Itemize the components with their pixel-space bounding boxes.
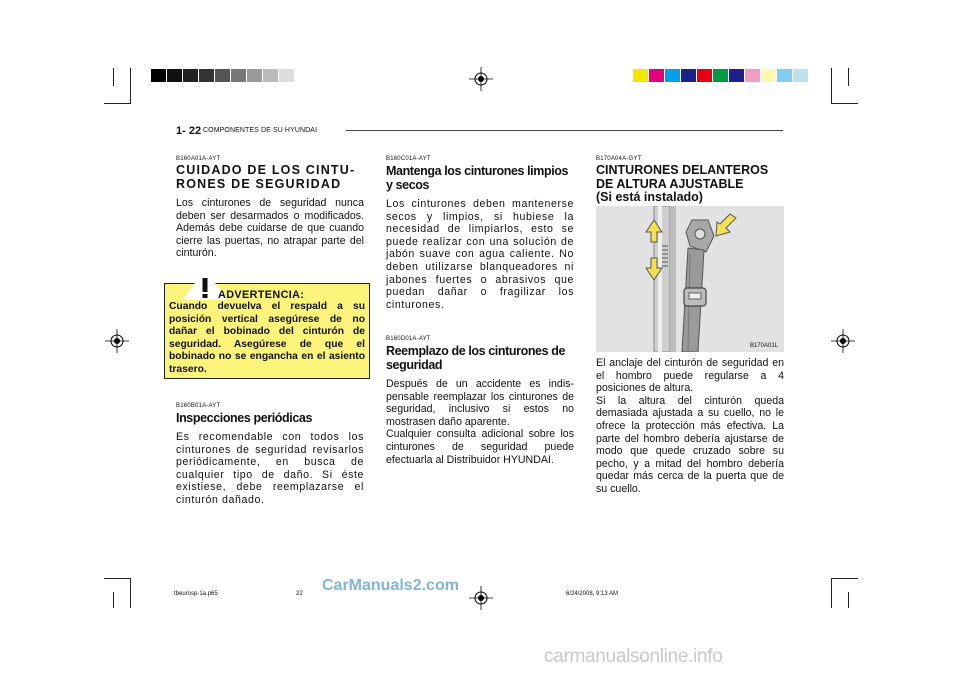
section-code: B160A01A-AYT	[176, 156, 221, 162]
carmanualsonline-watermark: carmanualsonline.info	[544, 646, 723, 667]
column-1-lower	[176, 403, 364, 507]
section-body-continued: Cualquier consulta adicional sobre los cinturones de seguridad puede efectuarla al Distribuidor HYUNDAI.	[386, 428, 574, 466]
footer-filename: tbeurosp-1a.p65	[174, 591, 218, 597]
section-code: B160C01A-AYT	[386, 156, 431, 162]
registration-mark-icon	[105, 329, 129, 353]
header-rule	[346, 130, 783, 131]
footer-date: 6/24/2008, 9:13 AM	[566, 591, 619, 597]
column-2-lower	[386, 336, 574, 466]
section-heading: CUIDADO DE LOS CINTU- RONES DE SEGURIDAD	[176, 163, 356, 191]
grayscale-calibration-bar	[151, 69, 295, 82]
carmanuals-watermark: CarManuals2.com	[322, 577, 459, 594]
color-calibration-bar	[633, 69, 809, 82]
section-body-continued: Si la altura del cinturón queda demasiada ajustada a su cuello, no le ofrece la protección más efectiva. La parte del hombro debería ajustarse de modo que quede cruzado sobre su pecho, y a mitad del hombro debería quedar más cerca de la puerta que de su cuello.	[596, 394, 784, 495]
figure-label: B170A01L	[749, 343, 778, 349]
section-heading: CINTURONES DELANTEROS DE ALTURA AJUSTABLE (Si está instalado)	[596, 163, 769, 204]
section-heading: Mantenga los cinturones limpios y secos	[386, 164, 569, 192]
section-code: B170A04A-GYT	[596, 156, 642, 162]
registration-mark-icon	[469, 67, 493, 91]
section-body: Los cinturones deben mantenerse secos y limpios, si hubiese la necesidad de limpiarlos, esto se puede realizar con una solución de jabón suave con agua caliente. No deben utilizarse blanqueadores ni jabones fuertes o abrasivos que puedan dañar o fragilizar los cinturones.	[386, 198, 574, 311]
seatbelt-anchor-illustration	[596, 206, 784, 352]
warning-text: Cuando devuelva el respald a su posición vertical asegúrese de no dañar el bobinado del cinturón de seguridad. Asegúrese de que el bobinado no se engancha en el asiento trasero.	[169, 301, 365, 375]
registration-mark-icon	[469, 586, 493, 610]
column-2	[386, 156, 574, 311]
registration-mark-icon	[831, 329, 855, 353]
column-3-body	[596, 357, 784, 496]
page-number: 1- 22	[176, 125, 202, 137]
section-body: Después de un accidente es indis- pensable reemplazar los cinturones de seguridad, inclusivo si estos no mostrasen daño aparente.	[386, 378, 574, 428]
footer-page: 22	[296, 591, 303, 597]
section-body: Es recomendable con todos los cinturones de seguridad revisarlos periódicamente, en busca de cualquier tipo de daño. Si éste existiese, debe reemplazarse el cinturón dañado.	[176, 431, 364, 506]
section-title: COMPONENTES DE SU HYUNDAI	[203, 127, 318, 134]
seatbelt-height-figure	[596, 206, 784, 352]
warning-title: ADVERTENCIA:	[218, 289, 305, 301]
section-heading: Inspecciones periódicas	[176, 411, 312, 425]
section-code: B160B01A-AYT	[176, 403, 221, 409]
section-body: Los cinturones de seguridad nunca deben ser desarmados o modificados. Además debe cuidarse de que cuando cierre las puertas, no atrapar parte del cinturón.	[176, 197, 364, 260]
warning-box	[164, 283, 370, 379]
section-body: El anclaje del cinturón de seguridad en el hombro puede regularse a 4 posiciones de altura.	[596, 357, 784, 395]
section-code: B160D01A-AYT	[386, 336, 431, 342]
column-3	[596, 156, 784, 211]
section-heading: Reemplazo de los cinturones de seguridad	[386, 344, 566, 372]
column-1	[176, 156, 364, 260]
